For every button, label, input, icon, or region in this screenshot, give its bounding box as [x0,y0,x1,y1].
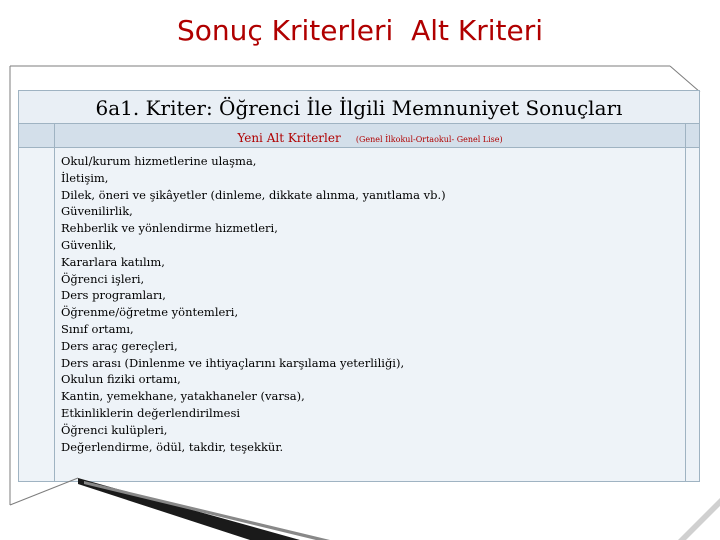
list-item: Okul/kurum hizmetlerine ulaşma, [61,154,257,168]
list-item: Etkinliklerin değerlendirilmesi [61,405,241,420]
page-corner-decoration [678,498,720,540]
list-item: Kararlara katılım, [61,254,165,269]
list-item: Güvenilirlik, [61,204,133,219]
criteria-list [61,153,446,455]
table-subheader-row [19,124,699,148]
list-item: Rehberlik ve yönlendirme hizmetleri, [61,221,278,236]
subheader-main: Yeni Alt Kriterler [237,131,341,145]
list-item: Kantin, yemekhane, yatakhaneler (varsa), [61,389,305,404]
list-item: İletişim, [61,170,109,185]
list-item: Değerlendirme, ödül, takdir, teşekkür. [61,439,284,454]
list-item: Öğrenme/öğretme yöntemleri, [61,305,239,320]
subheader-text [55,127,685,146]
list-item: Sınıf ortamı, [61,321,134,336]
list-item: Okulun fiziki ortamı, [61,372,181,387]
list-item: Güvenlik, [61,237,117,252]
body-left-cell [19,148,55,481]
subheader-right-cell [685,124,699,147]
body-right-cell [685,148,699,481]
list-item: Öğrenci işleri, [61,271,145,286]
list-item: Ders arası (Dinlenme ve ihtiyaçlarını karşılama yeterliliği), [61,355,405,370]
subheader-left-cell [19,124,55,147]
list-item: Öğrenci kulüpleri, [61,422,168,437]
subheader-note: (Genel İlkokul-Ortaokul- Genel Lise) [355,135,503,144]
list-item: Ders programları, [61,288,166,303]
table-header-row [19,91,699,124]
table-body-row [19,148,699,481]
table-header-title: 6a1. Kriter: Öğrenci İle İlgili Memnuniyet Sonuçları [95,96,623,120]
criteria-table [18,90,700,482]
slide-title: Sonuç Kriterleri Alt Kriteri [176,14,544,47]
list-item: Dilek, öneri ve şikâyetler (dinleme, dikkate alınma, yanıtlama vb.) [61,187,446,202]
list-item: Ders araç gereçleri, [61,338,178,353]
